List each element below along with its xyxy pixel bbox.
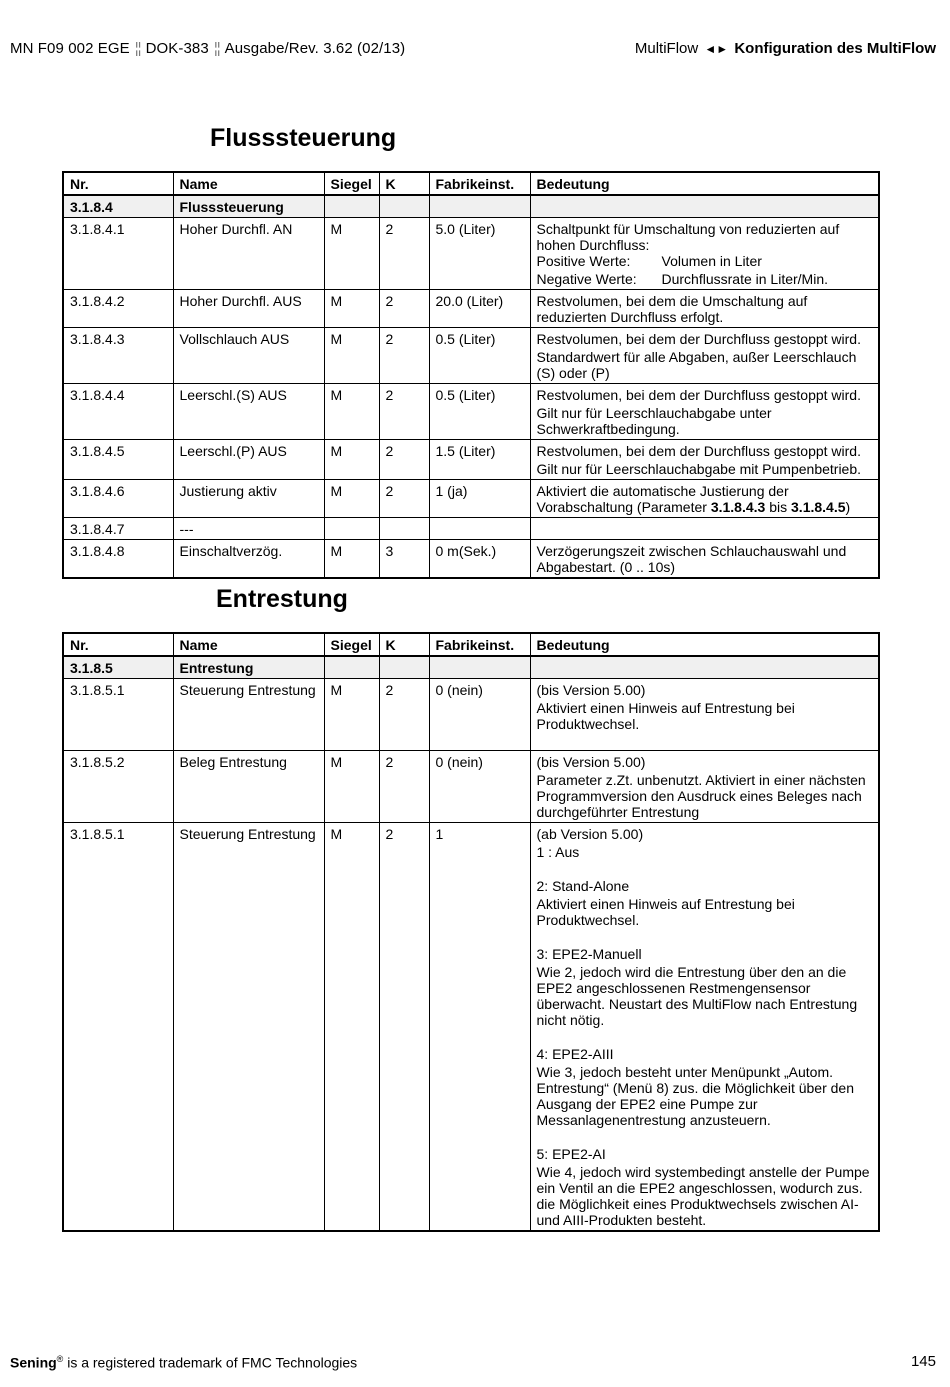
col-header-k: K xyxy=(379,172,429,195)
cell-bedeutung xyxy=(530,384,879,440)
cell-name: Hoher Durchfl. AN xyxy=(173,218,324,290)
bed-text: Restvolumen, bei dem der Durchfluss gestoppt wird. xyxy=(536,387,861,403)
bed-text: Aktiviert einen Hinweis auf Entrestung bei Produktwechsel. xyxy=(536,700,795,732)
cell-k: 2 xyxy=(379,440,429,480)
cell-k: 2 xyxy=(379,751,429,823)
bed-text: (ab Version 5.00) xyxy=(536,826,644,842)
table-row xyxy=(63,328,879,384)
table-row xyxy=(63,679,879,751)
cell-bedeutung: Verzögerungszeit zwischen Schlauchauswahl und Abgabestart. (0 .. 10s) xyxy=(530,540,879,579)
option-title: 4: EPE2-AIII xyxy=(536,1046,614,1062)
chapter-title: Konfiguration des MultiFlow xyxy=(734,40,936,57)
bed-text: Gilt nur für Leerschlauchabgabe mit Pumpenbetrieb. xyxy=(536,461,862,477)
col-header-name: Name xyxy=(173,633,324,656)
table-row xyxy=(63,480,879,518)
registered-mark: ® xyxy=(56,1354,64,1364)
cell-fabrikeinst: 20.0 (Liter) xyxy=(429,290,530,328)
cell-fabrikeinst: 0.5 (Liter) xyxy=(429,384,530,440)
col-header-siegel: Siegel xyxy=(324,633,379,656)
cell-k: 2 xyxy=(379,679,429,751)
bed-label: Positive Werte: xyxy=(536,253,631,269)
cell-name: --- xyxy=(173,518,324,540)
cell-fabrikeinst: 1.5 (Liter) xyxy=(429,440,530,480)
cell-empty xyxy=(324,656,379,679)
cell-bedeutung xyxy=(530,480,879,518)
cell-k: 3 xyxy=(379,540,429,579)
option-text: Aktiviert einen Hinweis auf Entrestung bei Produktwechsel. xyxy=(536,896,795,928)
cell-bedeutung xyxy=(530,518,879,540)
cell-nr: 3.1.8.4.1 xyxy=(63,218,173,290)
cell-name: Leerschl.(P) AUS xyxy=(173,440,324,480)
cell-k: 2 xyxy=(379,218,429,290)
table-row xyxy=(63,518,879,540)
cell-empty xyxy=(429,195,530,218)
cell-empty xyxy=(379,195,429,218)
option-title: 3: EPE2-Manuell xyxy=(536,946,642,962)
cell-name: Hoher Durchfl. AUS xyxy=(173,290,324,328)
cell-bedeutung xyxy=(530,218,879,290)
bed-text: Parameter z.Zt. unbenutzt. Aktiviert in einer nächsten Programmversion den Ausdruck eines Beleges nach durchgeführter Entrestung xyxy=(536,772,866,820)
table-row xyxy=(63,751,879,823)
table-row xyxy=(63,384,879,440)
cell-k: 2 xyxy=(379,328,429,384)
cell-siegel: M xyxy=(324,384,379,440)
table-row xyxy=(63,440,879,480)
option-title: 5: EPE2-AI xyxy=(536,1146,606,1162)
cell-fabrikeinst: 5.0 (Liter) xyxy=(429,218,530,290)
separator: ¦¦ xyxy=(134,40,141,57)
bed-text: Gilt nur für Leerschlauchabgabe unter Schwerkraftbedingung. xyxy=(536,405,772,437)
cell-nr: 3.1.8.5 xyxy=(63,656,173,679)
cell-empty xyxy=(429,656,530,679)
cell-nr: 3.1.8.4.5 xyxy=(63,440,173,480)
cell-bedeutung xyxy=(530,328,879,384)
cell-name: Leerschl.(S) AUS xyxy=(173,384,324,440)
cell-fabrikeinst: 0.5 (Liter) xyxy=(429,328,530,384)
cell-fabrikeinst: 0 m(Sek.) xyxy=(429,540,530,579)
cell-siegel: M xyxy=(324,540,379,579)
option-text: Wie 2, jedoch wird die Entrestung über den an die EPE2 angeschlossenen Restmengensensor überwacht. Neustart des MultiFlow nach Entrestung nicht nötig. xyxy=(536,964,858,1028)
cell-k: 2 xyxy=(379,290,429,328)
cell-nr: 3.1.8.5.1 xyxy=(63,679,173,751)
cell-siegel: M xyxy=(324,328,379,384)
header-doc-info xyxy=(10,40,405,57)
col-header-name: Name xyxy=(173,172,324,195)
section-title-flusssteuerung: Flusssteuerung xyxy=(210,124,397,152)
cell-bedeutung xyxy=(530,679,879,751)
col-header-k: K xyxy=(379,633,429,656)
option-title: 1 : Aus xyxy=(536,844,580,860)
cell-fabrikeinst xyxy=(429,518,530,540)
param-ref: 3.1.8.4.3 xyxy=(710,499,766,515)
cell-nr: 3.1.8.4.4 xyxy=(63,384,173,440)
cell-fabrikeinst: 0 (nein) xyxy=(429,679,530,751)
cell-empty xyxy=(324,195,379,218)
cell-name: Vollschlauch AUS xyxy=(173,328,324,384)
cell-nr: 3.1.8.5.1 xyxy=(63,823,173,1232)
table-entrestung xyxy=(62,632,880,1232)
revision: Ausgabe/Rev. 3.62 (02/13) xyxy=(224,40,406,57)
separator: ¦¦ xyxy=(213,40,220,57)
bed-text: Restvolumen, bei dem der Durchfluss gestoppt wird. xyxy=(536,443,861,459)
doc-id: MN F09 002 EGE xyxy=(10,40,130,57)
group-row xyxy=(63,195,879,218)
option-title: 2: Stand-Alone xyxy=(536,878,630,894)
bed-value: Durchflussrate in Liter/Min. xyxy=(661,271,829,287)
cell-nr: 3.1.8.4.8 xyxy=(63,540,173,579)
cell-name: Justierung aktiv xyxy=(173,480,324,518)
bed-text: Schaltpunkt für Umschaltung von reduzierten auf hohen Durchfluss: xyxy=(536,221,840,253)
cell-name: Entrestung xyxy=(173,656,324,679)
bed-text: (bis Version 5.00) xyxy=(536,754,646,770)
cell-k: 2 xyxy=(379,823,429,1232)
option-text: Wie 4, jedoch wird systembedingt anstelle der Pumpe ein Ventil an die EPE2 angeschlossen, wodurch zus. die Möglichkeit eines Produktwechsels zwischen AI- und AIII-Produkten besteht. xyxy=(536,1164,870,1228)
product-name: MultiFlow xyxy=(634,40,699,57)
cell-siegel: M xyxy=(324,480,379,518)
page-number: 145 xyxy=(910,1353,936,1370)
table-row xyxy=(63,218,879,290)
table-header-row xyxy=(63,633,879,656)
cell-bedeutung xyxy=(530,751,879,823)
cell-siegel xyxy=(324,518,379,540)
col-header-nr: Nr. xyxy=(63,633,173,656)
col-header-bedeutung: Bedeutung xyxy=(530,633,879,656)
dok-number: DOK-383 xyxy=(145,40,209,57)
col-header-siegel: Siegel xyxy=(324,172,379,195)
table-row xyxy=(63,540,879,579)
table-row xyxy=(63,290,879,328)
param-ref: 3.1.8.4.5 xyxy=(791,499,846,515)
cell-bedeutung xyxy=(530,823,879,1232)
bed-text: Restvolumen, bei dem der Durchfluss gestoppt wird. xyxy=(536,331,861,347)
cell-siegel: M xyxy=(324,440,379,480)
cell-siegel: M xyxy=(324,218,379,290)
bed-value: Volumen in Liter xyxy=(661,253,762,269)
cell-name: Steuerung Entrestung xyxy=(173,679,324,751)
cell-siegel: M xyxy=(324,751,379,823)
cell-empty xyxy=(530,195,879,218)
cell-nr: 3.1.8.4.6 xyxy=(63,480,173,518)
cell-nr: 3.1.8.4 xyxy=(63,195,173,218)
cell-empty xyxy=(379,656,429,679)
cell-fabrikeinst: 0 (nein) xyxy=(429,751,530,823)
group-row xyxy=(63,656,879,679)
bed-text: (bis Version 5.00) xyxy=(536,682,646,698)
cell-nr: 3.1.8.4.2 xyxy=(63,290,173,328)
cell-fabrikeinst: 1 xyxy=(429,823,530,1232)
cell-nr: 3.1.8.4.3 xyxy=(63,328,173,384)
col-header-bedeutung: Bedeutung xyxy=(530,172,879,195)
cell-bedeutung xyxy=(530,440,879,480)
section-title-entrestung: Entrestung xyxy=(216,585,348,613)
cell-k: 2 xyxy=(379,480,429,518)
trademark-text: is a registered trademark of FMC Technologies xyxy=(63,1354,358,1371)
cell-nr: 3.1.8.4.7 xyxy=(63,518,173,540)
cell-k: 2 xyxy=(379,384,429,440)
cell-name: Flusssteuerung xyxy=(173,195,324,218)
bed-label: Negative Werte: xyxy=(536,271,637,287)
cell-name: Einschaltverzög. xyxy=(173,540,324,579)
bed-text: bis xyxy=(765,499,792,515)
cell-siegel: M xyxy=(324,290,379,328)
footer-trademark xyxy=(10,1354,357,1371)
cell-name: Beleg Entrestung xyxy=(173,751,324,823)
col-header-fabrikeinst: Fabrikeinst. xyxy=(429,172,530,195)
cell-bedeutung: Restvolumen, bei dem die Umschaltung auf reduzierten Durchfluss erfolgt. xyxy=(530,290,879,328)
cell-empty xyxy=(530,656,879,679)
cell-name: Steuerung Entrestung xyxy=(173,823,324,1232)
option-text: Wie 3, jedoch besteht unter Menüpunkt „Autom. Entrestung“ (Menü 8) zus. die Möglichkeit über den Ausgang der EPE2 eine Pumpe zur Messanlagenentrestung anzusteuern. xyxy=(536,1064,854,1128)
brand-name: Sening xyxy=(10,1354,57,1371)
cell-nr: 3.1.8.5.2 xyxy=(63,751,173,823)
cell-k xyxy=(379,518,429,540)
bed-kv xyxy=(537,253,873,269)
nav-arrows-icon: ◄► xyxy=(704,42,729,56)
table-row xyxy=(63,823,879,1232)
cell-siegel: M xyxy=(324,679,379,751)
col-header-fabrikeinst: Fabrikeinst. xyxy=(429,633,530,656)
bed-text: Aktiviert die automatische Justierung der Vorabschaltung (Parameter xyxy=(536,483,789,515)
bed-text: Standardwert für alle Abgaben, außer Leerschlauch (S) oder (P) xyxy=(536,349,857,381)
col-header-nr: Nr. xyxy=(63,172,173,195)
table-flusssteuerung xyxy=(62,171,880,579)
header-chapter xyxy=(635,40,936,57)
cell-fabrikeinst: 1 (ja) xyxy=(429,480,530,518)
table-header-row xyxy=(63,172,879,195)
bed-kv xyxy=(537,271,873,287)
cell-siegel: M xyxy=(324,823,379,1232)
bed-text: ) xyxy=(845,499,851,515)
